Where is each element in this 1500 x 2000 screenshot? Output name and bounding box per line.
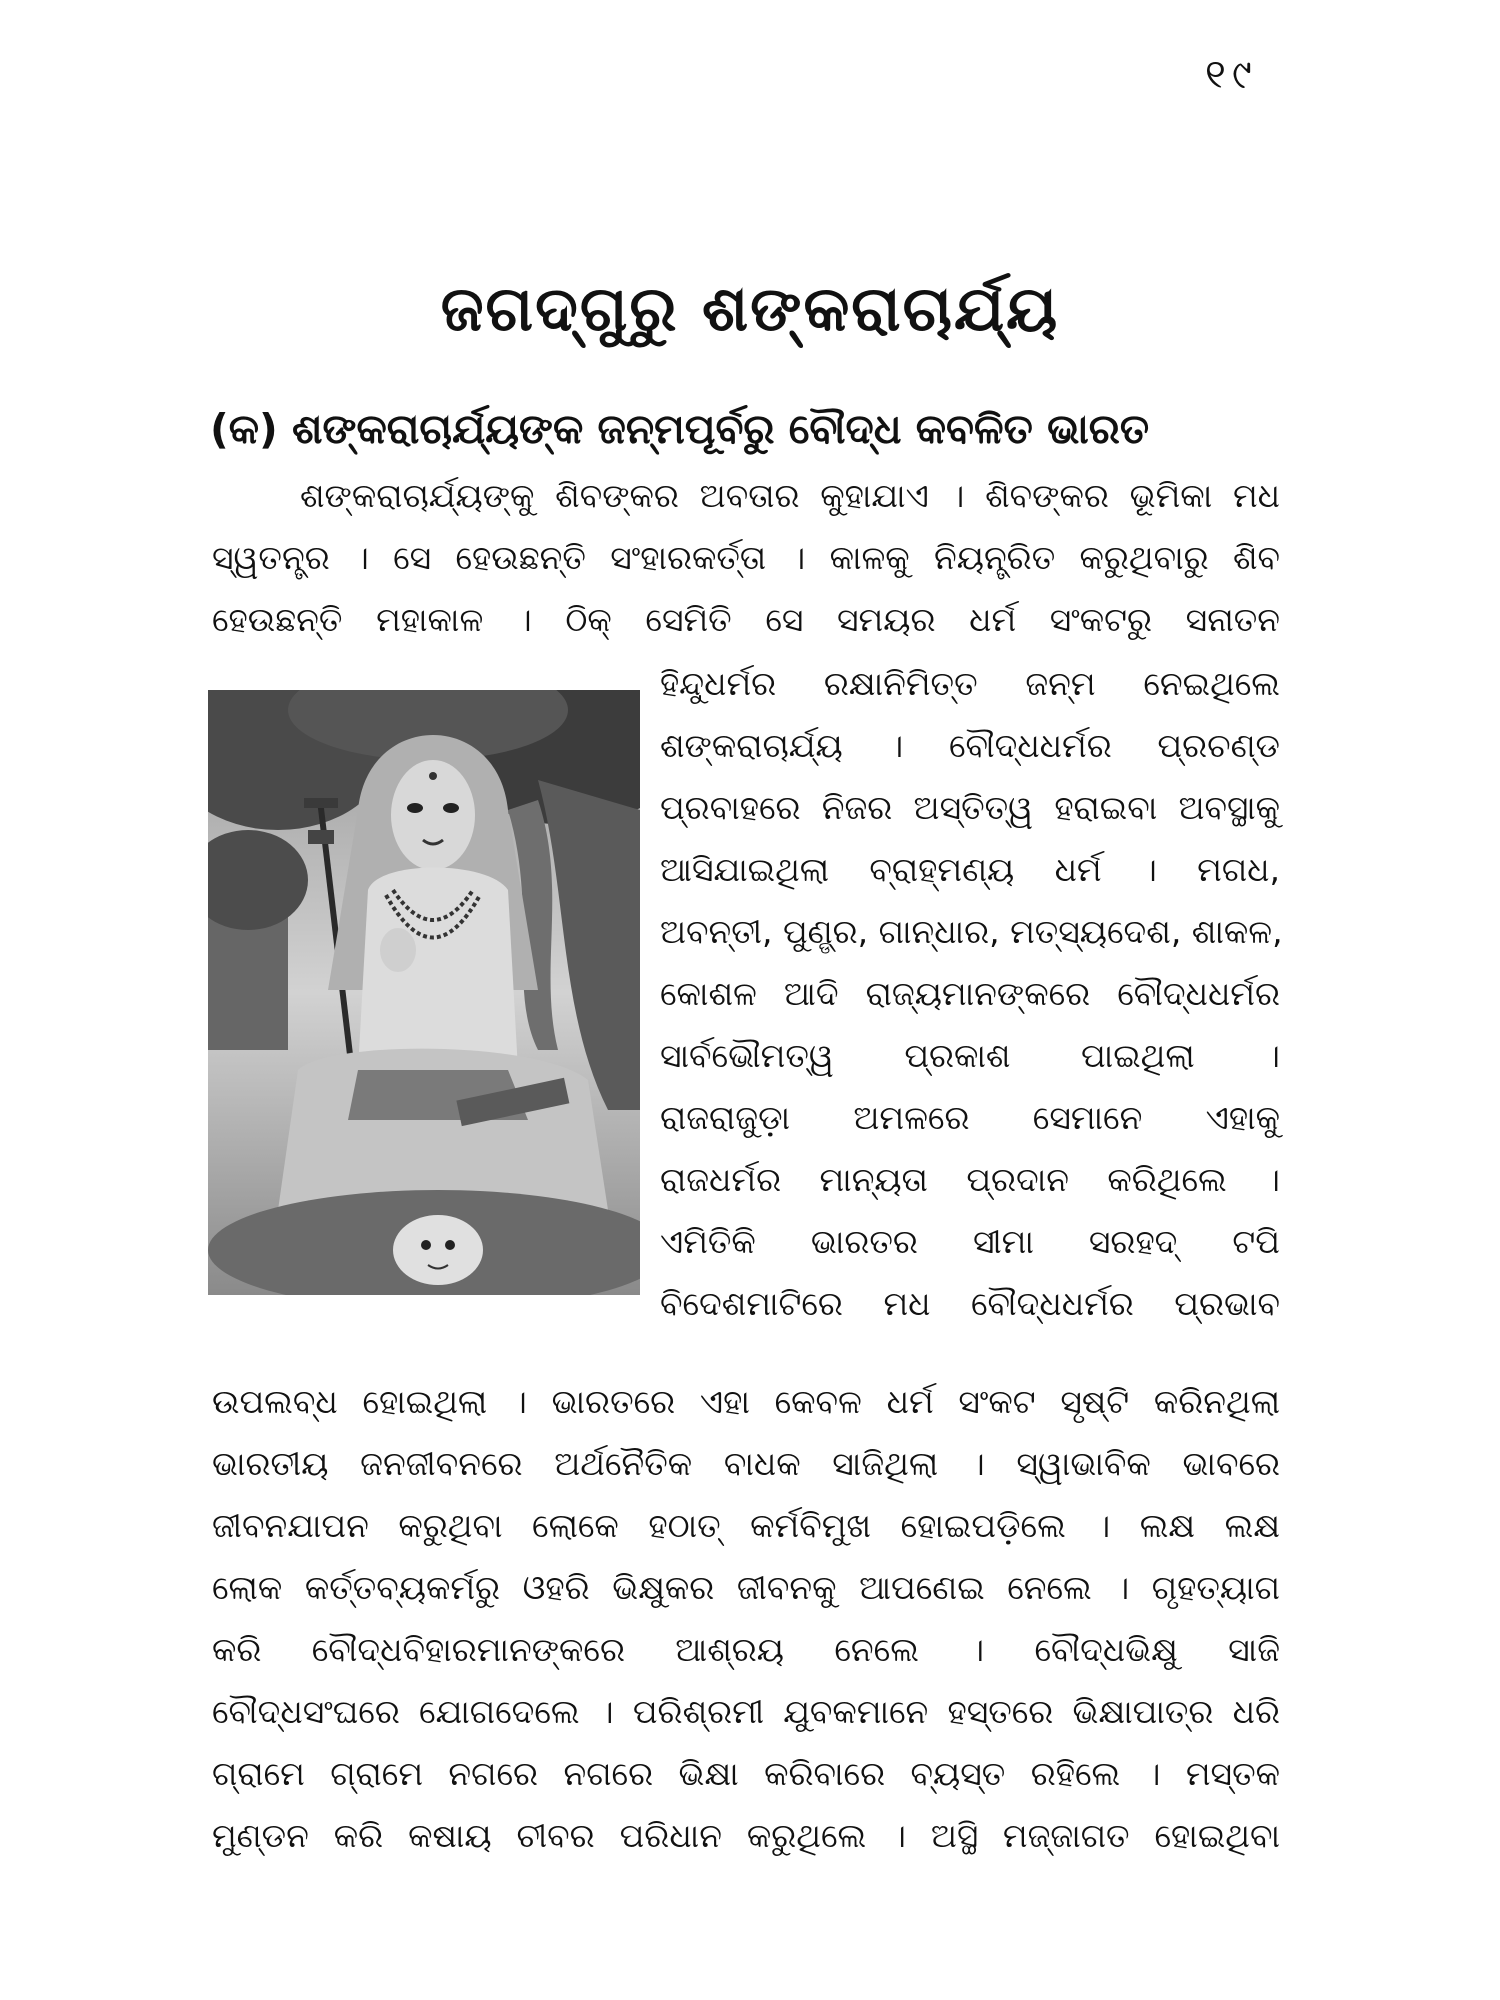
text-line: ଜୀବନଯାପନ କରୁଥିବା ଲୋକେ ହଠାତ୍ କର୍ମବିମୁଖ ହୋଇପଡ଼ିଲେ । ଲକ୍ଷ ଲକ୍ଷ	[212, 1506, 1280, 1545]
text-line: ହେଉଛନ୍ତି ମହାକାଳ । ଠିକ୍ ସେମିତି ସେ ସମୟର ଧର୍ମ ସଂକଟରୁ ସନାତନ	[212, 600, 1280, 639]
text-line: ଗ୍ରାମେ ଗ୍ରାମେ ନଗରେ ନଗରେ ଭିକ୍ଷା କରିବାରେ ବ୍ୟସ୍ତ ରହିଲେ । ମସ୍ତକ	[212, 1754, 1280, 1793]
text-line: ସାର୍ବଭୌମତ୍ୱ ପ୍ରକାଶ ପାଇଥିଲା ।	[660, 1036, 1280, 1075]
text-line: ରାଜରାଜୁଡ଼ା ଅମଳରେ ସେମାନେ ଏହାକୁ	[660, 1098, 1280, 1137]
text-line: ଶଙ୍କରାଚାର୍ଯ୍ୟଙ୍କୁ ଶିବଙ୍କର ଅବତାର କୁହାଯାଏ । ଶିବଙ୍କର ଭୂମିକା ମଧ	[300, 476, 1280, 515]
text-line: ହିନ୍ଦୁଧର୍ମର ରକ୍ଷାନିମିତ୍ତ ଜନ୍ମ ନେଇଥିଲେ	[660, 664, 1280, 703]
text-line: ଏମିତିକି ଭାରତର ସୀମା ସରହଦ୍ ଟପି	[660, 1222, 1280, 1261]
text-line: ରାଜଧର୍ମର ମାନ୍ୟତା ପ୍ରଦାନ କରିଥିଲେ ।	[660, 1160, 1280, 1199]
text-line: ବୌଦ୍ଧସଂଘରେ ଯୋଗଦେଲେ । ପରିଶ୍ରମୀ ଯୁବକମାନେ ହସ୍ତରେ ଭିକ୍ଷାପାତ୍ର ଧରି	[212, 1692, 1280, 1731]
text-line: ସ୍ୱତନ୍ତ୍ର । ସେ ହେଉଛନ୍ତି ସଂହାରକର୍ତ୍ତା । କାଳକୁ ନିୟନ୍ତ୍ରିତ କରୁଥିବାରୁ ଶିବ	[212, 538, 1280, 577]
text-line: କରି ବୌଦ୍ଧବିହାରମାନଙ୍କରେ ଆଶ୍ରୟ ନେଲେ । ବୌଦ୍ଧଭିକ୍ଷୁ ସାଜି	[212, 1630, 1280, 1669]
page-number: ୧୯	[1205, 52, 1258, 98]
text-line: ଲୋକ କର୍ତ୍ତବ୍ୟକର୍ମରୁ ଓହରି ଭିକ୍ଷୁକର ଜୀବନକୁ ଆପଣେଇ ନେଲେ । ଗୃହତ୍ୟାଗ	[212, 1568, 1280, 1607]
shankaracharya-portrait	[208, 690, 640, 1295]
text-line: ଆସିଯାଇଥିଲା ବ୍ରାହ୍ମଣ୍ୟ ଧର୍ମ । ମଗଧ,	[660, 850, 1280, 889]
text-line: ପ୍ରବାହରେ ନିଜର ଅସ୍ତିତ୍ୱ ହରାଇବା ଅବସ୍ଥାକୁ	[660, 788, 1280, 827]
text-line: ଭାରତୀୟ ଜନଜୀବନରେ ଅର୍ଥନୈତିକ ବାଧକ ସାଜିଥିଲା । ସ୍ୱାଭାବିକ ଭାବରେ	[212, 1444, 1280, 1483]
text-line: ମୁଣ୍ଡନ କରି କଷାୟ ଚୀବର ପରିଧାନ କରୁଥିଲେ । ଅସ୍ଥି ମଜ୍ଜାଗତ ହୋଇଥିବା	[212, 1816, 1280, 1855]
text-line: ବିଦେଶମାଟିରେ ମଧ ବୌଦ୍ଧଧର୍ମର ପ୍ରଭାବ	[660, 1284, 1280, 1323]
chapter-title: ଜଗଦ୍‌ଗୁରୁ ଶଙ୍କରାଚାର୍ଯ୍ୟ	[440, 272, 1060, 345]
text-line: ଉପଲବ୍ଧ ହୋଇଥିଲା । ଭାରତରେ ଏହା କେବଳ ଧର୍ମ ସଂକଟ ସୃଷ୍ଟି କରିନଥିଲା	[212, 1382, 1280, 1421]
text-line: କୋଶଳ ଆଦି ରାଜ୍ୟମାନଙ୍କରେ ବୌଦ୍ଧଧର୍ମର	[660, 974, 1280, 1013]
section-heading: (କ) ଶଙ୍କରାଚାର୍ଯ୍ୟଙ୍କ ଜନ୍ମପୂର୍ବରୁ ବୌଦ୍ଧ କବଳିତ ଭାରତ	[210, 405, 1150, 453]
text-line: ଅବନ୍ତୀ, ପୁଣ୍ଡ୍ର, ଗାନ୍ଧାର, ମତ୍ସ୍ୟଦେଶ, ଶାକଳ,	[660, 912, 1283, 951]
text-line: ଶଙ୍କରାଚାର୍ଯ୍ୟ । ବୌଦ୍ଧଧର୍ମର ପ୍ରଚଣ୍ଡ	[660, 726, 1280, 765]
portrait-illustration	[208, 690, 640, 1295]
